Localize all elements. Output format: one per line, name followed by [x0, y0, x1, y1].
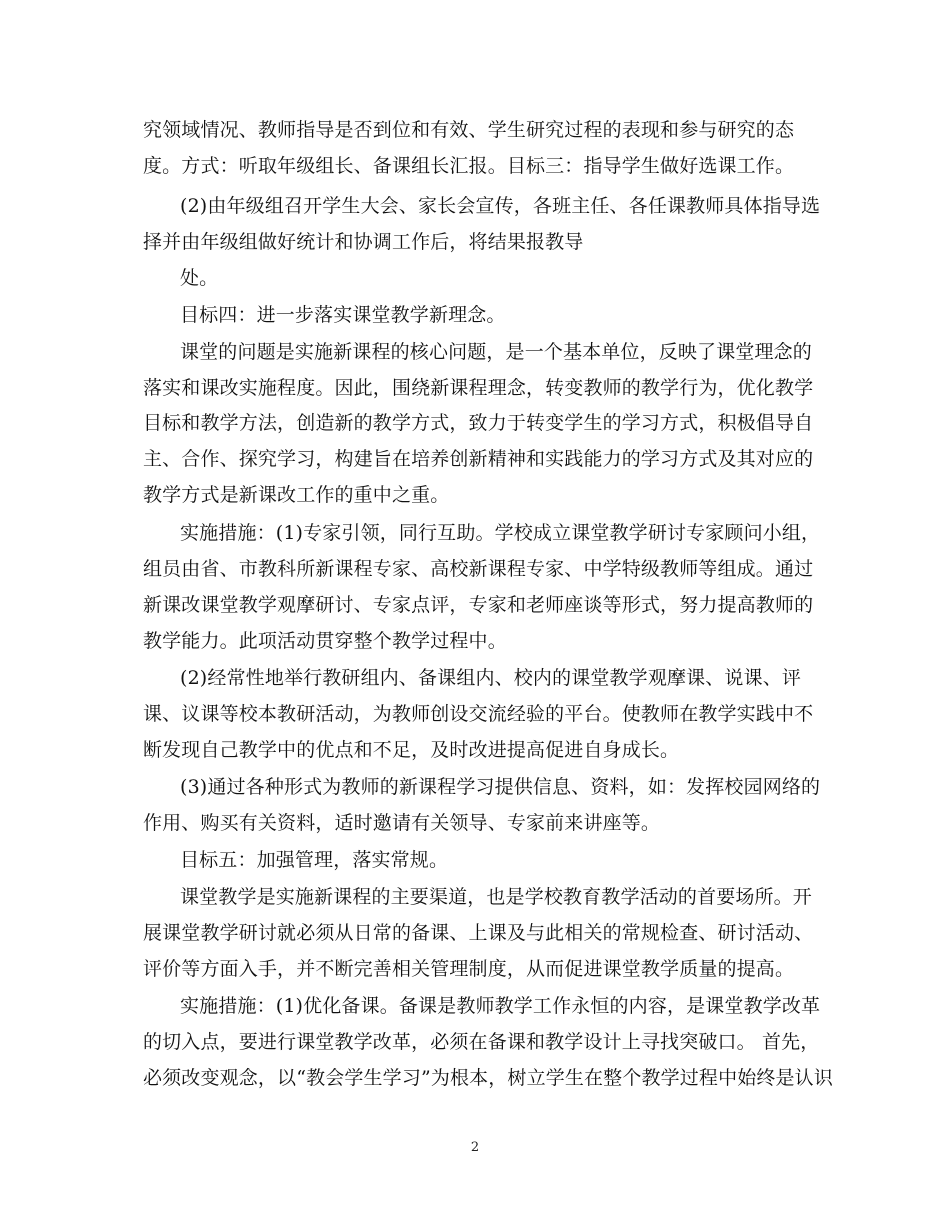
text-line: 的切入点，要进行课堂教学改革，必须在备课和教学设计上寻找突破口。 首先，	[143, 1031, 820, 1053]
text-line: (3)通过各种形式为教师的新课程学习提供信息、资料，如：发挥校园网络的	[180, 776, 821, 798]
text-line: 度。方式：听取年级组长、备课组长汇报。目标三：指导学生做好选课工作。	[143, 155, 795, 177]
text-line: 评价等方面入手，并不断完善相关管理制度，从而促进课堂教学质量的提高。	[143, 958, 795, 980]
text-line: 组员由省、市教科所新课程专家、高校新课程专家、中学特级教师等组成。通过	[143, 558, 814, 580]
text-line: 主、合作、探究学习，构建旨在培养创新精神和实践能力的学习方式及其对应的	[143, 448, 814, 470]
text-line: 新课改课堂教学观摩研讨、专家点评，专家和老师座谈等形式，努力提高教师的	[143, 594, 814, 616]
text-line: 教学能力。此项活动贯穿整个教学过程中。	[143, 630, 507, 652]
text-line: 究领域情况、教师指导是否到位和有效、学生研究过程的表现和参与研究的态	[143, 119, 795, 141]
text-line: 必须改变观念，以“教会学生学习”为根本，树立学生在整个教学过程中始终是认识	[143, 1067, 833, 1089]
text-line: 择并由年级组做好统计和协调工作后，将结果报教导	[143, 231, 584, 253]
text-line: 作用、购买有关资料，适时邀请有关领导、专家前来讲座等。	[143, 812, 661, 834]
text-line: 课堂教学是实施新课程的主要渠道，也是学校教育教学活动的首要场所。开	[180, 886, 812, 908]
text-line: 课、议课等校本教研活动，为教师创设交流经验的平台。使教师在教学实践中不	[143, 703, 814, 725]
text-line: 落实和课改实施程度。因此，围绕新课程理念，转变教师的教学行为，优化教学	[143, 377, 814, 399]
text-line: 实施措施：(1)优化备课。备课是教师教学工作永恒的内容，是课堂教学改革	[180, 995, 821, 1017]
page-number: 2	[470, 1140, 480, 1155]
text-line: 断发现自己教学中的优点和不足，及时改进提高促进自身成长。	[143, 739, 680, 761]
text-line: 目标五：加强管理，落实常规。	[180, 849, 449, 871]
text-line: 教学方式是新课改工作的重中之重。	[143, 484, 450, 506]
text-line: 实施措施：(1)专家引领，同行互助。学校成立课堂教学研讨专家顾问小组，	[180, 522, 821, 544]
text-line: (2)由年级组召开学生大会、家长会宣传，各班主任、各任课教师具体指导选	[180, 195, 821, 217]
text-line: 处。	[180, 267, 219, 289]
text-line: (2)经常性地举行教研组内、备课组内、校内的课堂教学观摩课、说课、评	[180, 667, 802, 689]
text-line: 展课堂教学研讨就必须从日常的备课、上课及与此相关的常规检查、研讨活动、	[143, 922, 814, 944]
text-line: 课堂的问题是实施新课程的核心问题，是一个基本单位，反映了课堂理念的	[180, 341, 812, 363]
text-line: 目标四：进一步落实课堂教学新理念。	[180, 304, 506, 326]
text-line: 目标和教学方法，创造新的教学方式，致力于转变学生的学习方式，积极倡导自	[143, 412, 814, 434]
